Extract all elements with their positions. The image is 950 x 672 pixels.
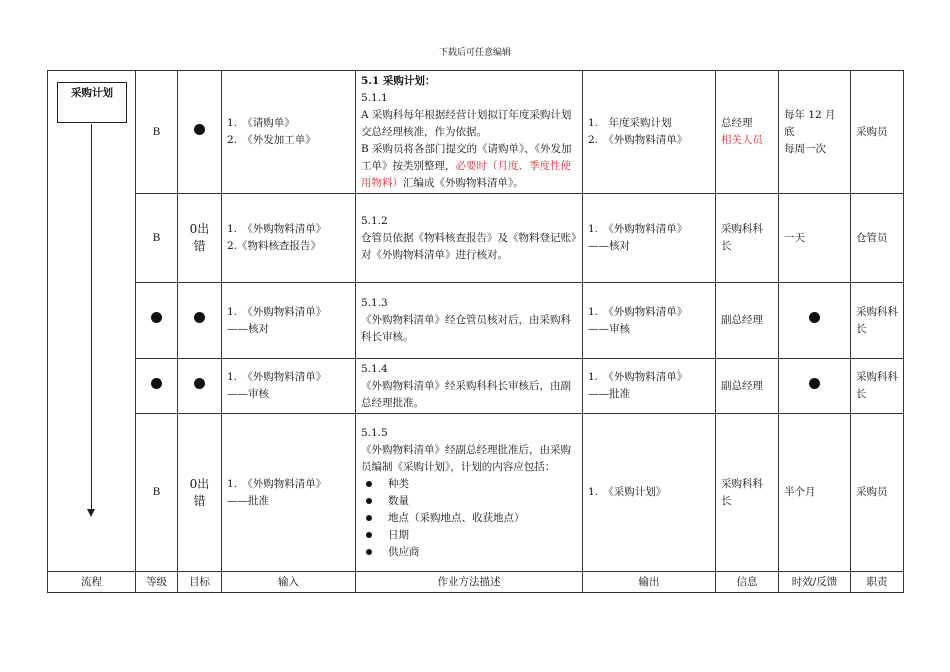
level-cell: B [136, 414, 178, 572]
flow-box: 采购计划 [57, 82, 127, 123]
description-cell [356, 359, 583, 414]
bullet-text: 地点（采购地点、收获地点） [388, 511, 525, 524]
info-cell: 采购科科长 [716, 414, 779, 572]
desc-fragment: 汇编成《外购物料清单》。 [403, 177, 524, 189]
input-line: ——审核 [227, 388, 269, 400]
output-cell [583, 283, 716, 359]
output-line: 2. 《外购物料清单》 [588, 134, 688, 146]
description-cell [356, 71, 583, 194]
bullet-dot-icon [366, 532, 372, 538]
info-cell: 副总经理 [716, 283, 779, 359]
time-cell: 一天 [779, 194, 851, 283]
description-cell [356, 414, 583, 572]
column-header: 流程 [48, 572, 136, 593]
info-cell [716, 71, 779, 194]
target-cell [178, 71, 222, 194]
column-header: 输出 [583, 572, 716, 593]
output-line: 1. 《外购物料清单》 [588, 223, 688, 235]
target-cell: 0出错 [178, 414, 222, 572]
input-cell [222, 71, 356, 194]
bullet-dot-icon [194, 312, 205, 323]
duty-cell: 采购科科长 [851, 359, 904, 414]
time-text: 每年 12 月底 [784, 108, 836, 138]
section-title: 5.1 采购计划： [361, 75, 436, 87]
duty-cell: 采购科科长 [851, 283, 904, 359]
desc-text: 仓管员依据《物料核查报告》及《物料登记账》对《外购物料清单》进行核对。 [361, 231, 577, 261]
input-line: 1. 《外购物料清单》 [227, 371, 327, 383]
input-line: 1. 《请购单》 [227, 117, 295, 129]
input-line: 2.《物料核查报告》 [227, 240, 322, 252]
column-header: 信息 [716, 572, 779, 593]
input-cell [222, 194, 356, 283]
info-cell: 采购科科长 [716, 194, 779, 283]
time-cell: 半个月 [779, 414, 851, 572]
input-line: 1. 《外购物料清单》 [227, 477, 327, 490]
bullet-dot-icon [809, 312, 820, 323]
input-line: 1. 《外购物料清单》 [227, 223, 327, 235]
bullet-dot-icon [366, 498, 372, 504]
desc-highlight: 必要时（月度、季度性使用物料） [361, 160, 571, 189]
info-text: 总经理 [721, 117, 753, 129]
output-line: 1. 《外购物料清单》 [588, 371, 688, 383]
input-cell [222, 283, 356, 359]
step-number: 5.1.2 [361, 214, 388, 227]
desc-fragment: B 采购员将各部门提交的《请购单》、《外发加工单》按类别整理， [361, 143, 572, 172]
output-line: ——批准 [588, 388, 630, 400]
target-cell: 0出错 [178, 194, 222, 283]
target-cell [178, 283, 222, 359]
bullet-dot-icon [194, 124, 205, 135]
bullet-item [361, 544, 577, 561]
desc-text: 《外购物料清单》经副总经理批准后，由采购员编制《采购计划》，计划的内容应包括： [361, 443, 571, 473]
arrow-down-icon [87, 509, 95, 517]
time-cell [779, 283, 851, 359]
procedure-table [47, 70, 904, 593]
output-line: 1. 《外购物料清单》 [588, 305, 688, 318]
info-highlight: 相关人员 [721, 134, 763, 146]
column-header: 输入 [222, 572, 356, 593]
bullet-item [361, 493, 577, 510]
column-header: 等级 [136, 572, 178, 593]
input-cell [222, 414, 356, 572]
step-number: 5.1.5 [361, 426, 388, 439]
bullet-text: 供应商 [388, 545, 420, 558]
description-cell [356, 283, 583, 359]
table-row [48, 283, 904, 359]
bullet-dot-icon [151, 312, 162, 323]
duty-cell: 采购员 [851, 71, 904, 194]
output-line: ——审核 [588, 322, 630, 335]
output-line: ——核对 [588, 240, 630, 252]
desc-text: 《外购物料清单》经仓管员核对后，由采购科科长审核。 [361, 314, 571, 343]
column-header-row [48, 572, 904, 593]
bullet-item [361, 476, 577, 493]
input-line: 2. 《外发加工单》 [227, 134, 316, 146]
input-cell [222, 359, 356, 414]
info-cell: 副总经理 [716, 359, 779, 414]
bullet-dot-icon [194, 378, 205, 389]
input-line: 1. 《外购物料清单》 [227, 305, 327, 318]
bullet-dot-icon [366, 549, 372, 555]
time-cell [779, 359, 851, 414]
column-header: 目标 [178, 572, 222, 593]
output-cell [583, 359, 716, 414]
bullet-dot-icon [809, 378, 820, 389]
step-number: 5.1.1 [361, 92, 388, 104]
output-cell [583, 194, 716, 283]
table-row [48, 194, 904, 283]
time-text: 每周一次 [784, 142, 826, 155]
flow-cell [48, 71, 136, 572]
step-number: 5.1.3 [361, 297, 388, 309]
bullet-item [361, 527, 577, 544]
table-row [48, 71, 904, 194]
desc-text [361, 141, 577, 192]
table-row [48, 414, 904, 572]
level-cell [136, 359, 178, 414]
column-header: 作业方法描述 [356, 572, 583, 593]
bullet-dot-icon [366, 481, 372, 487]
bullet-text: 日期 [388, 528, 409, 541]
bullet-dot-icon [151, 378, 162, 389]
duty-cell: 采购员 [851, 414, 904, 572]
bullet-text: 种类 [388, 477, 409, 490]
column-header: 职责 [851, 572, 904, 593]
time-cell [779, 71, 851, 194]
table-row [48, 359, 904, 414]
page-header: 下载后可任意编辑 [438, 48, 511, 58]
input-line: ——批准 [227, 494, 269, 507]
output-cell: 1. 《采购计划》 [583, 414, 716, 572]
output-line: 1. 年度采购计划 [588, 117, 672, 129]
flow-arrow-line [91, 124, 92, 512]
level-cell: B [136, 194, 178, 283]
output-cell [583, 71, 716, 194]
desc-text: A 采购科每年根据经营计划拟订年度采购计划交总经理核准，作为依据。 [361, 109, 572, 138]
input-line: ——核对 [227, 322, 269, 335]
step-number: 5.1.4 [361, 362, 388, 375]
level-cell: B [136, 71, 178, 194]
description-cell [356, 194, 583, 283]
duty-cell: 仓管员 [851, 194, 904, 283]
target-cell [178, 359, 222, 414]
column-header: 时效/反馈 [779, 572, 851, 593]
bullet-text: 数量 [388, 494, 409, 507]
desc-text: 《外购物料清单》经采购科科长审核后，由副总经理批准。 [361, 379, 571, 409]
bullet-dot-icon [366, 515, 372, 521]
bullet-item [361, 510, 577, 527]
level-cell [136, 283, 178, 359]
